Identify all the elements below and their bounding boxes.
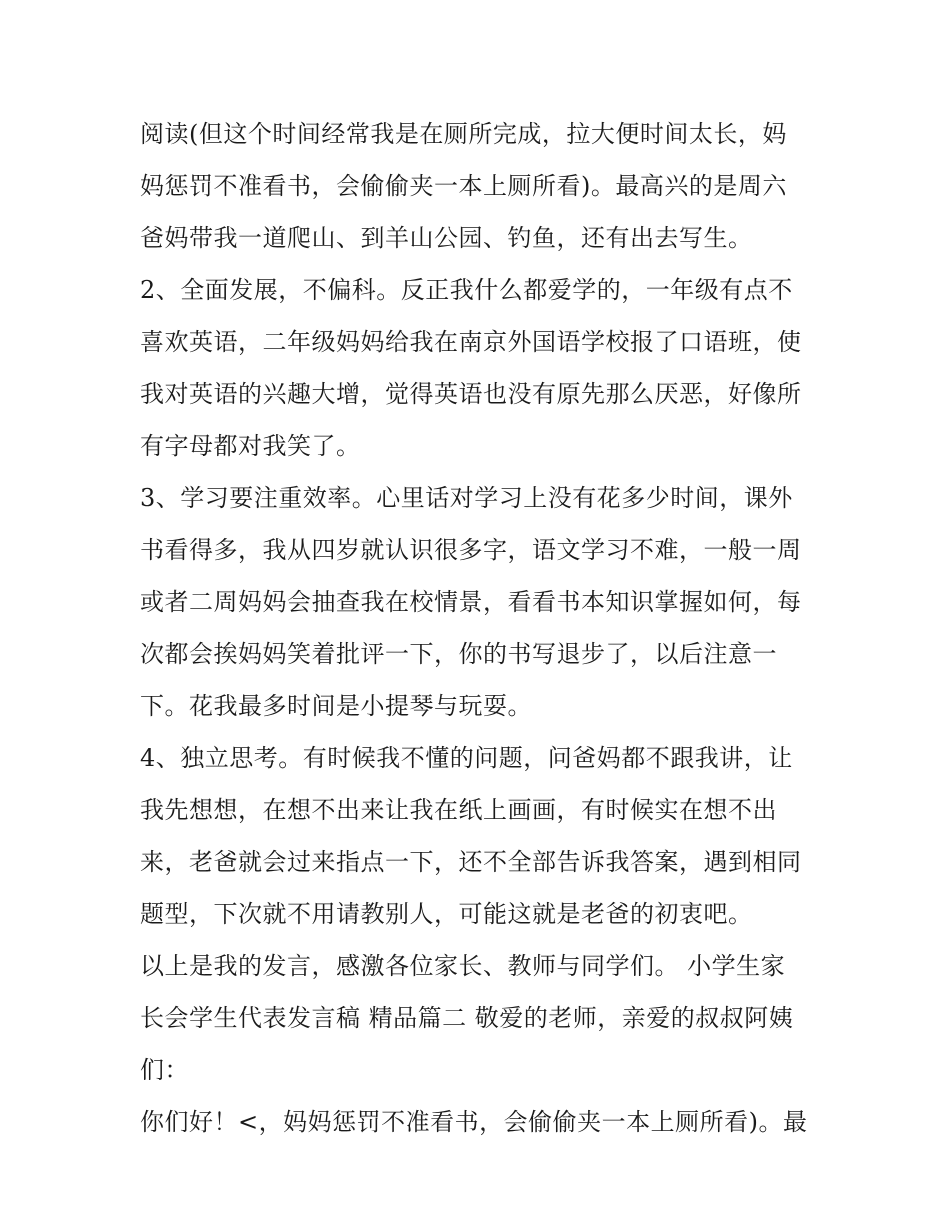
- text-line: 2、全面发展，不偏科。反正我什么都爱学的，一年级有点不: [140, 276, 793, 304]
- text-line: 你们好！<，妈妈惩罚不准看书，会偷偷夹一本上厕所看)。最: [140, 1108, 808, 1136]
- text-line: 们：: [140, 1056, 189, 1084]
- text-line: 我先想想，在想不出来让我在纸上画画，有时候实在想不出: [140, 796, 777, 824]
- text-line: 爸妈带我一道爬山、到羊山公园、钓鱼，还有出去写生。: [140, 224, 753, 252]
- text-line: 下。花我最多时间是小提琴与玩耍。: [140, 692, 532, 720]
- text-line: 阅读(但这个时间经常我是在厕所完成，拉大便时间太长，妈: [140, 120, 787, 148]
- text-line: 以上是我的发言，感激各位家长、教师与同学们。 小学生家: [140, 952, 786, 980]
- text-line: 4、独立思考。有时候我不懂的问题，问爸妈都不跟我讲，让: [140, 744, 793, 772]
- text-line: 我对英语的兴趣大增，觉得英语也没有原先那么厌恶，好像所: [140, 380, 802, 408]
- text-line: 长会学生代表发言稿 精品篇二 敬爱的老师，亲爱的叔叔阿姨: [140, 1004, 794, 1032]
- text-line: 题型，下次就不用请教别人，可能这就是老爸的初衷吧。: [140, 900, 753, 928]
- text-line: 喜欢英语，二年级妈妈给我在南京外国语学校报了口语班，使: [140, 328, 802, 356]
- text-line: 次都会挨妈妈笑着批评一下，你的书写退步了，以后注意一: [140, 640, 777, 668]
- text-line: 3、学习要注重效率。心里话对学习上没有花多少时间，课外: [140, 484, 793, 512]
- text-line: 妈惩罚不准看书，会偷偷夹一本上厕所看)。最高兴的是周六: [140, 172, 787, 200]
- text-line: 来，老爸就会过来指点一下，还不全部告诉我答案，遇到相同: [140, 848, 802, 876]
- text-line: 有字母都对我笑了。: [140, 432, 361, 460]
- text-line: 或者二周妈妈会抽查我在校情景，看看书本知识掌握如何，每: [140, 588, 802, 616]
- text-line: 书看得多，我从四岁就认识很多字，语文学习不难，一般一周: [140, 536, 802, 564]
- document-body: [140, 108, 820, 1148]
